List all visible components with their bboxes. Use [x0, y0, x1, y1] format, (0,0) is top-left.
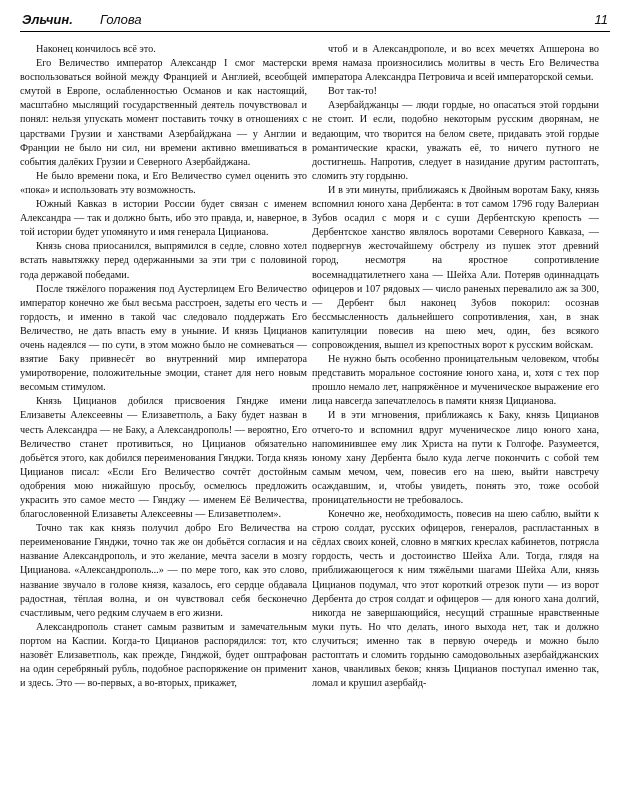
- paragraph: Точно так как князь получил добро Его Величества на переименование Гянджи, точно так же он добьётся согласия и на название Александрополь, и это желание, мечта засели в мозгу Цицианова. «Александрополь...» — по мере того, как это слово, название звучало в голове князя, казалось, его сердце обдавала радостная, тёплая волна, и он чувствовал себя бесконечно счастливым, чего редким случаем в его жизни.: [20, 523, 307, 619]
- right-column: [312, 43, 599, 791]
- paragraph: Князь Цицианов добился присвоения Гяндже имени Елизаветы Алексеевны — Елизаветполь, а Баку будет назван в честь Александра — не Баку, а Александрополь! — вероятно, Его Величество станет противиться, но Цицианов обязательно добьётся этого, как добился переименования Гянджи. Тогда князь Цицианов писал: «Если Его Величество сочтёт достойным одобрения мою нижайшую просьбу, осмелюсь предложить украсить это самое место — Гянджу — именем Её Величества, благословенной Елизаветы Алексеевны — Елизаветполем».: [20, 396, 307, 521]
- paragraph: Не было времени пока, и Его Величество сумел оценить это «пока» и использовать эту возможность.: [20, 170, 307, 196]
- paragraph: Князь снова приосанился, выпрямился в седле, словно хотел встать навытяжку перед одержанными за эти три с половиной года державой победами.: [20, 241, 307, 281]
- paragraph: Конечно же, необходимость, повесив на шею саблю, выйти к строю солдат, русских офицеров, генералов, распластанных в сёдлах своих коней, словно в мягких креслах кабинетов, потрясла гордость, честь и достоинство Шейха Али. Тогда, глядя на приближающегося к ним тяжёлыми шагами Шейха Али, князь Цицианов подумал, что этот короткий отрезок пути — из ворот Дербента до строя солдат и офицеров — для юного хана долгий, никогда не завершающийся, несущий страшные нравственные муки путь. Но что делать, иного выхода нет, так и должно случиться; именно так в первую очередь и можно было растоптать и сломить гордыню самодовольных азербайджанских ханов, чванливых беков; князь Цицианов поступал именно так, ломал и крушил азербайд-: [312, 509, 599, 690]
- header-author: Эльчин.: [22, 12, 73, 27]
- paragraph: Южный Кавказ в истории России будет связан с именем Александра — так и должно быть, ибо это правда, и, наверное, в той истории будет упомянуто и имя генерала Цицианова.: [20, 199, 307, 239]
- header-rule: [20, 31, 610, 32]
- paragraph: Наконец кончилось всё это.: [36, 44, 156, 55]
- paragraph: И в эти мгновения, приближаясь к Баку, князь Цицианов отчего-то и вспомнил вдруг мученическое лицо юного хана, напоминившее ему лик Христа на пути к Голгофе. Разумеется, юному хану Дербента было куда легче покончить с собой тем самым мечом, чем, повесив его на шею, выйти навстречу осаждавшим, и, чтобы увидеть, понять это, тоже особой проницательности не требовалось.: [312, 410, 599, 506]
- paragraph: И в эти минуты, приближаясь к Двойным воротам Баку, князь вспомнил юного хана Дербента: в тот самом 1796 году Валериан Зубов осадил с моря и с суши Дербентскую крепость — Дербентское ханство являлось воротами Северного Кавказа, — подвергнув жесточайшему обстрелу из пушек этот древний город, несмотря на яростное сопротивление восемнадцатилетнего хана — Шейха Али. Потеряв одиннадцать офицеров и 107 рядовых — число раненых перевалило аж за 300, — Дербент был наконец Зубов покорил: осознав бессмысленность дальнейшего сопротивления, хан, в знак капитуляции повесив на шею меч, один, без всякого сопровождения, вышел из крепостных ворот к русским войскам.: [312, 184, 599, 351]
- paragraph: Вот так-то!: [328, 86, 377, 98]
- page-number: 11: [594, 12, 608, 27]
- paragraph: чтоб и в Александрополе, и во всех мечетях Апшерона во время намаза произносились молитвы в честь Его Величества императора Александра Петровича и всей императорской семьи.: [312, 44, 599, 84]
- paragraph: Не нужно быть особенно проницательным человеком, чтобы представить моральное состояние юного хана, и, хотя с тех пор прошло немало лет, напряжённое и мученическое выражение его лица навсегда запечатлелось в памяти князя Цицианова.: [312, 354, 599, 408]
- running-header: [20, 12, 610, 29]
- header-title: Голова: [100, 12, 142, 27]
- paragraph: Александрополь станет самым развитым и замечательным портом на Каспии. Когда-то Цицианов распорядился: тот, кто назовёт Елизаветполь, как прежде, Гянджой, будет оштрафован на один серебряный рубль, подобное распоряжение он применит и здесь. Это — во-первых, а во-вторых, прикажет,: [20, 621, 307, 690]
- paragraph: Азербайджанцы — люди гордые, но опасаться этой гордыни не стоит. И если, подобно некоторым русским дворянам, не ведающим, что творится на белом свете, придавать этой гордые романтические краски, уважать её, то ничего путного не достигнешь. Напротив, следует в назидание другим растоптать, сломить эту гордыню.: [312, 100, 599, 182]
- paragraph: Его Величество император Александр I смог мастерски воспользоваться войной между Францией и Англией, всеобщей смутой в Европе, ослабленностью Османов и как настоящий, масштабно мыслящий государственный деятель почувствовал и понял: нельзя упускать момент поставить точку в отношениях с царствами Грузии и ханствами Азербайджана — у Англии и Франции не было ни сил, ни времени активно вмешиваться в события далёких Грузии и Северного Азербайджана.: [20, 58, 307, 168]
- left-column: [20, 43, 307, 791]
- paragraph: После тяжёлого поражения под Аустерлицем Его Величество император конечно же был весьма расстроен, задеты его честь и гордость, и именно в такой час следовало поддержать Его Величество, не дать впасть ему в уныние. И князь Цицианов очень надеялся — по сути, в этом можно было не сомневаться — взятие Баку привнесёт во внутренний мир императора умиротворение, положительные эмоции, станет для него новым весомым стимулом.: [20, 283, 307, 394]
